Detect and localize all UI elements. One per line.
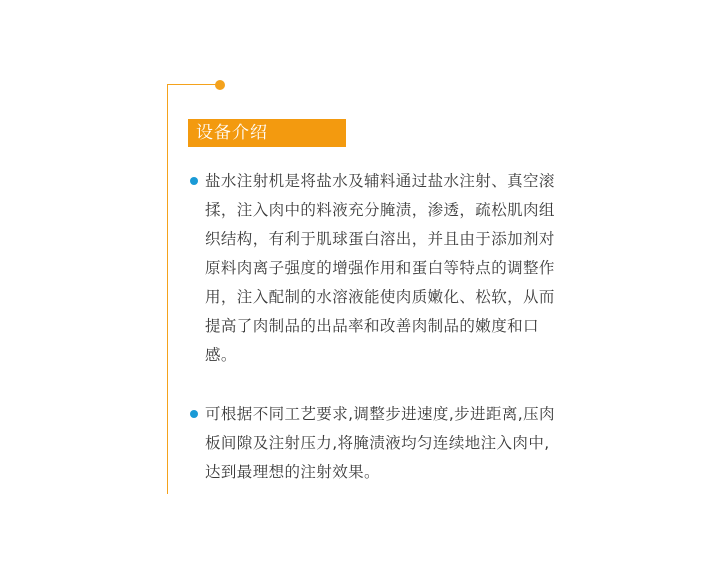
section-title: 设备介绍 [188, 119, 346, 147]
decorative-dot-icon [215, 80, 225, 90]
decorative-horizontal-line [167, 84, 219, 85]
description-paragraph-1: 盐水注射机是将盐水及辅料通过盐水注射、真空滚揉，注入肉中的料液充分腌渍，渗透，疏松肌肉组织结构，有利于肌球蛋白溶出，并且由于添加剂对原料肉离子强度的增强作用和蛋白等特点的调整作用，注入配制的水溶液能使肉质嫩化、松软，从而提高了肉制品的出品率和改善肉制品的嫩度和口感。 [205, 172, 555, 364]
description-paragraph-2: 可根据不同工艺要求,调整步进速度,步进距离,压肉板间隙及注射压力,将腌渍液均匀连续地注入肉中,达到最理想的注射效果。 [205, 405, 555, 481]
decorative-vertical-line [167, 84, 168, 494]
bullet-dot-icon [190, 410, 198, 418]
bullet-dot-icon [190, 177, 198, 185]
